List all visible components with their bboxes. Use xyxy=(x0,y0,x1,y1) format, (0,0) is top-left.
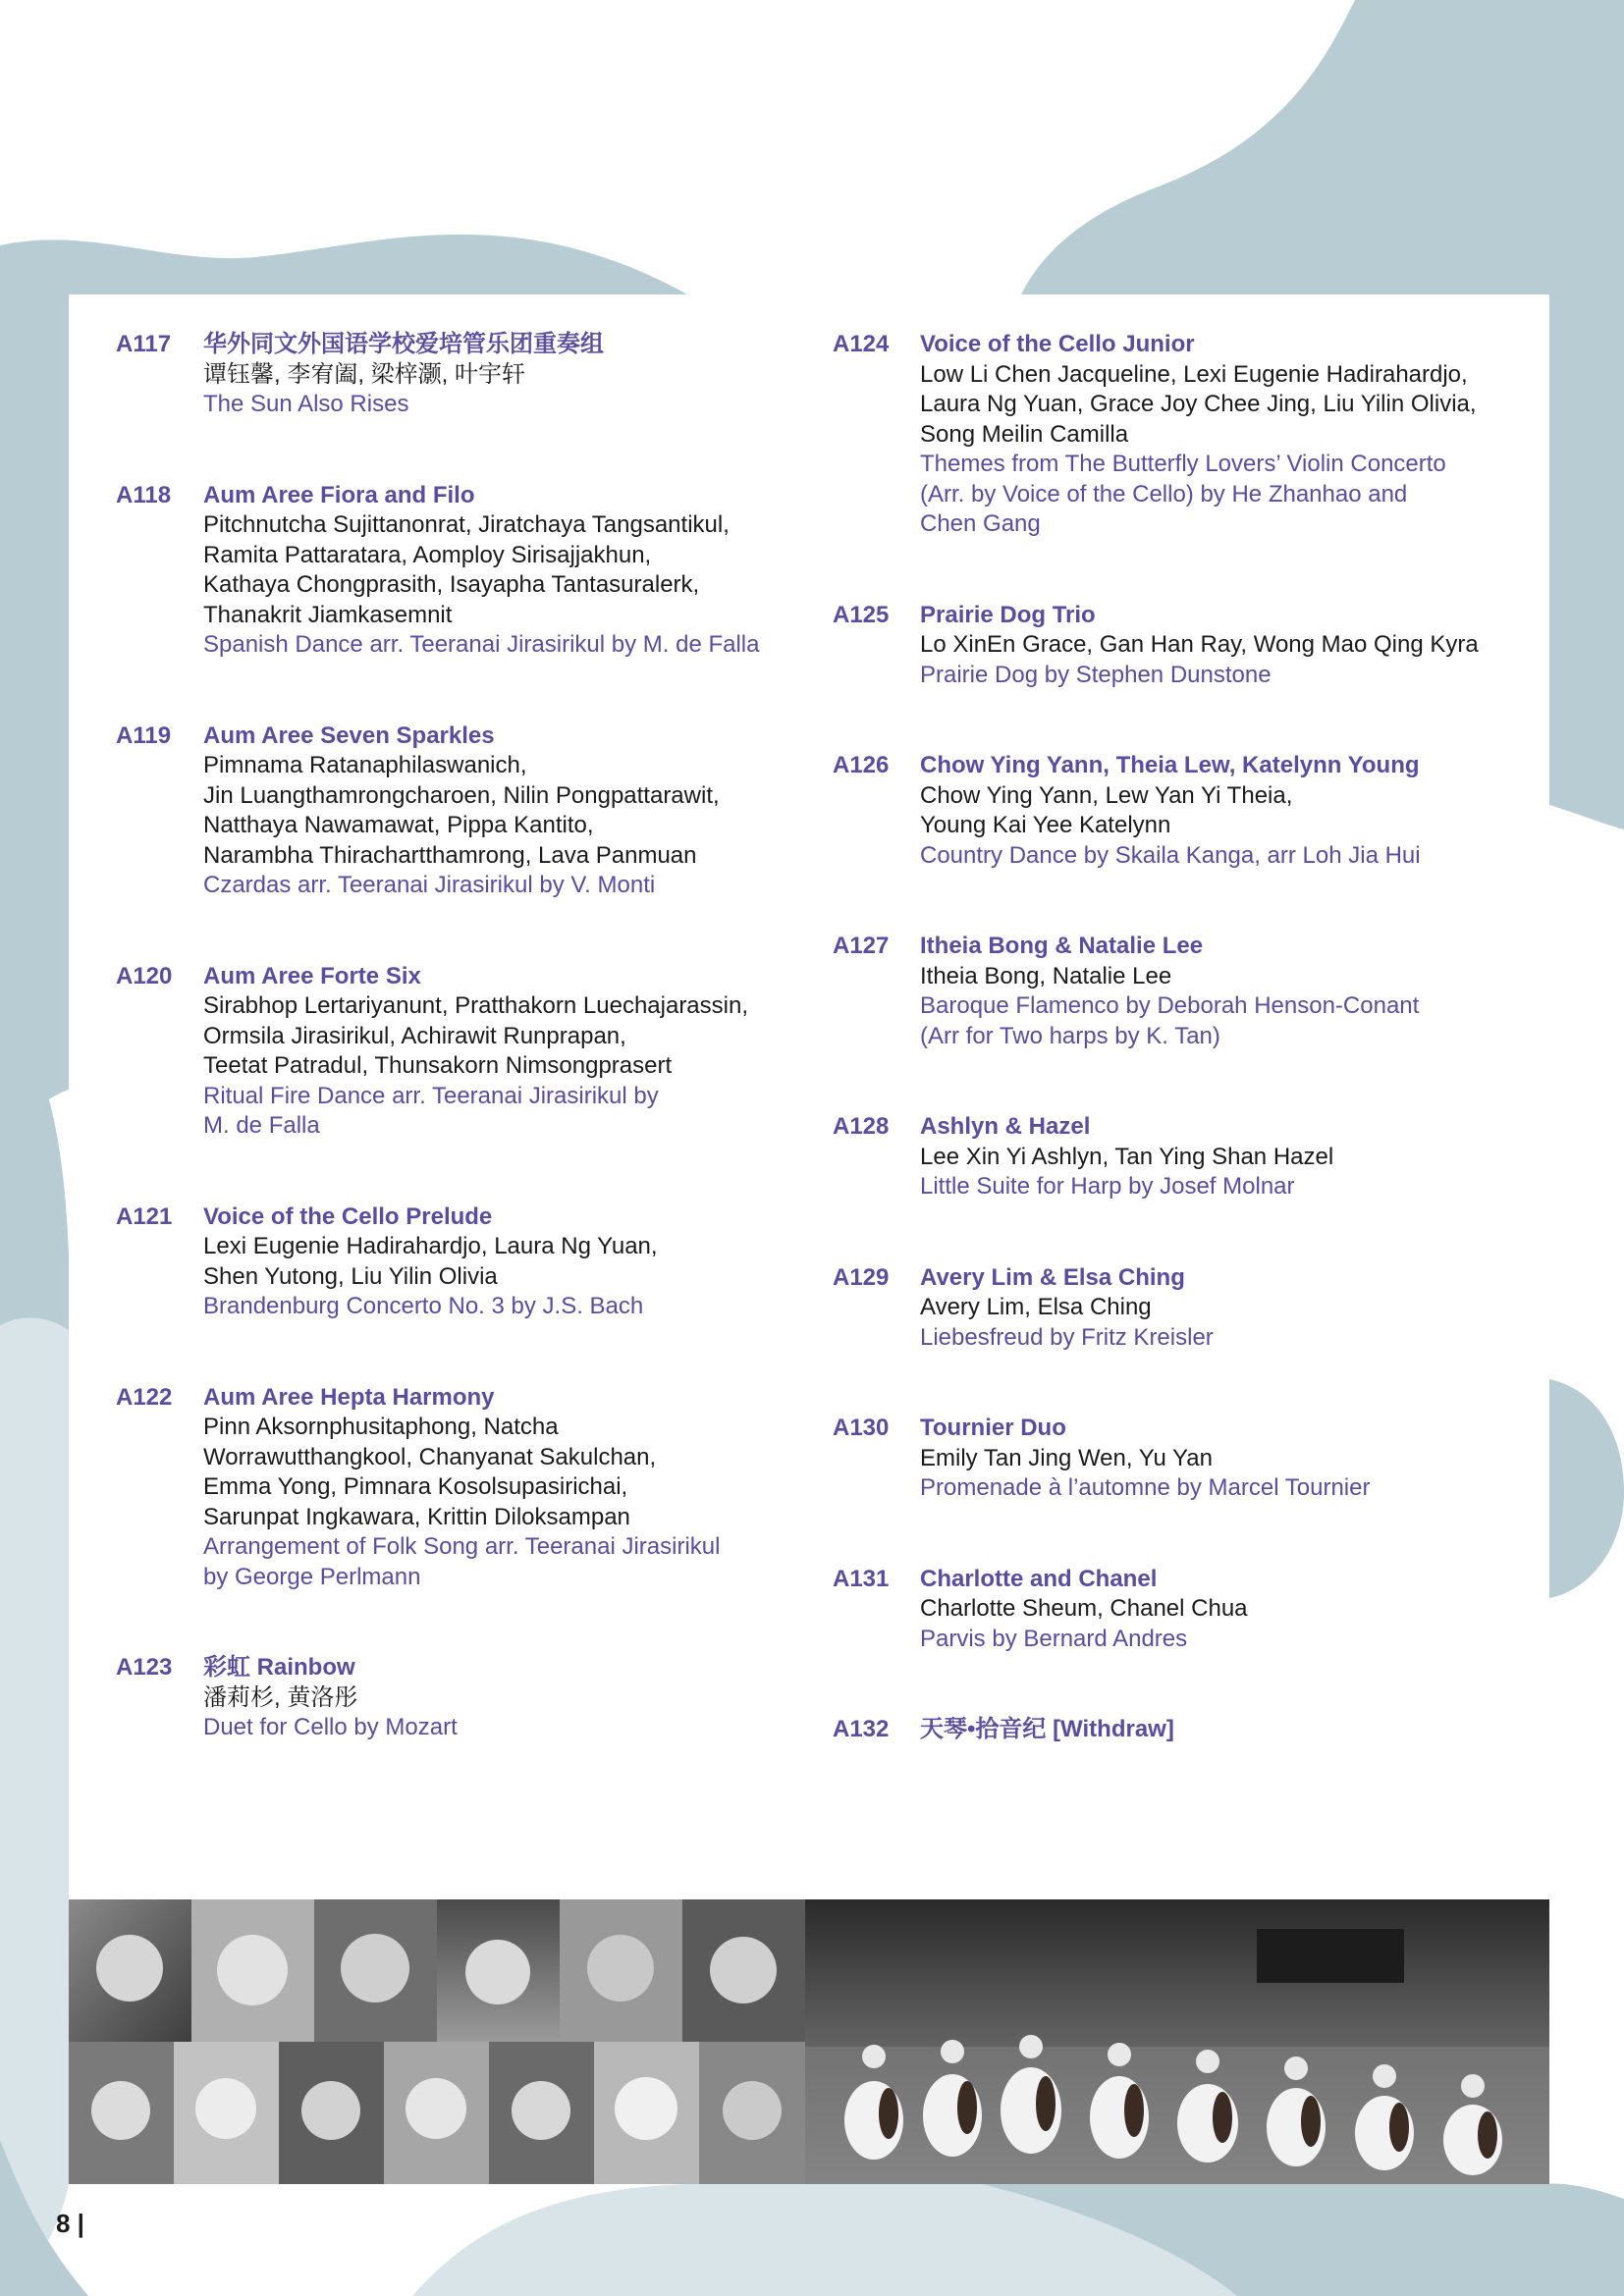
entry-title: 华外同文外国语学校爱培管乐团重奏组 xyxy=(203,331,604,357)
entry-piece: The Sun Also Rises xyxy=(203,391,409,417)
entry-code: A127 xyxy=(833,933,890,959)
entry-piece: Prairie Dog by Stephen Dunstone xyxy=(920,661,1272,688)
photo-collage xyxy=(69,1899,1549,2184)
entry-performers: 潘莉杉, 黄洛彤 xyxy=(203,1683,358,1711)
entry-piece: Promenade à l’automne by Marcel Tournier xyxy=(920,1474,1371,1501)
entry-code: A128 xyxy=(833,1113,890,1140)
program-entry xyxy=(833,330,1520,540)
entry-code: A126 xyxy=(833,752,890,778)
entry-performers: 谭钰馨, 李宥阖, 梁梓灏, 叶宇轩 xyxy=(203,360,526,388)
entry-title: Prairie Dog Trio xyxy=(920,601,1096,628)
program-list-right xyxy=(833,330,1520,1806)
entry-performers: Pitchnutcha Sujittanonrat, Jiratchaya Tangsantikul, Ramita Pattaratara, Aomploy Sirisajjakhun, Kathaya Chongprasith, Isayapha Tantasuralerk, Thanakrit Jiamkasemnit xyxy=(203,511,730,628)
entry-performers: Charlotte Sheum, Chanel Chua xyxy=(920,1595,1248,1622)
entry-performers: Avery Lim, Elsa Ching xyxy=(920,1294,1152,1320)
blob-right-circle xyxy=(1549,1379,1624,1598)
entry-performers: Lee Xin Yi Ashlyn, Tan Ying Shan Hazel xyxy=(920,1143,1334,1170)
entry-code: A122 xyxy=(116,1383,173,1411)
program-entry xyxy=(833,751,1520,871)
entry-code: A132 xyxy=(833,1716,890,1742)
entry-performers: Low Li Chen Jacqueline, Lexi Eugenie Hadirahardjo, Laura Ng Yuan, Grace Joy Chee Jing, Liu Yilin Olivia, Song Meilin Camilla xyxy=(920,360,1477,448)
entry-code: A131 xyxy=(833,1565,890,1592)
program-entry xyxy=(116,1202,803,1322)
entry-title: Aum Aree Seven Sparkles xyxy=(203,721,495,749)
entry-title: 天琴•拾音纪 [Withdraw] xyxy=(920,1716,1174,1742)
entry-piece: Baroque Flamenco by Deborah Henson-Conant (Arr for Two harps by K. Tan) xyxy=(920,992,1420,1049)
portrait-tiles-top xyxy=(69,1899,805,2042)
entry-performers: Sirabhop Lertariyanunt, Pratthakorn Luechajarassin, Ormsila Jirasirikul, Achirawit Runprapan, Teetat Patradul, Thunsakorn Nimsongprasert xyxy=(203,992,748,1079)
entry-piece: Little Suite for Harp by Josef Molnar xyxy=(920,1173,1295,1200)
program-entry xyxy=(833,1263,1520,1354)
entry-code: A123 xyxy=(116,1654,173,1681)
program-entry xyxy=(833,601,1520,691)
entry-code: A130 xyxy=(833,1415,890,1441)
entry-title: Avery Lim & Elsa Ching xyxy=(920,1263,1185,1291)
photo-collage-image xyxy=(69,1899,1549,2184)
program-entry xyxy=(833,1565,1520,1655)
entry-code: A119 xyxy=(116,721,172,749)
entry-title: Tournier Duo xyxy=(920,1415,1066,1441)
entry-piece: Themes from The Butterfly Lovers’ Violin Concerto (Arr. by Voice of the Cello) by He Zhanhao and Chen Gang xyxy=(920,451,1446,537)
program-entry xyxy=(116,1653,803,1743)
entry-piece: Liebesfreud by Fritz Kreisler xyxy=(920,1323,1214,1351)
entry-performers: Chow Ying Yann, Lew Yan Yi Theia, Young Kai Yee Katelynn xyxy=(920,781,1293,838)
entry-title: Voice of the Cello Prelude xyxy=(203,1202,493,1230)
entry-piece: Ritual Fire Dance arr. Teeranai Jirasirikul by M. de Falla xyxy=(203,1082,659,1139)
entry-piece: Czardas arr. Teeranai Jirasirikul by V. Monti xyxy=(203,872,656,898)
entry-code: A129 xyxy=(833,1263,890,1291)
entry-performers: Itheia Bong, Natalie Lee xyxy=(920,962,1172,989)
entry-title: Voice of the Cello Junior xyxy=(920,331,1195,357)
entry-title: 彩虹 Rainbow xyxy=(203,1654,355,1681)
page-number: 8 | xyxy=(56,2209,84,2238)
program-entry xyxy=(116,330,803,420)
entry-performers: Lexi Eugenie Hadirahardjo, Laura Ng Yuan, Shen Yutong, Liu Yilin Olivia xyxy=(203,1233,658,1290)
entry-performers: Emily Tan Jing Wen, Yu Yan xyxy=(920,1444,1213,1471)
entry-title: Charlotte and Chanel xyxy=(920,1565,1158,1592)
entry-code: A118 xyxy=(116,481,172,508)
entry-piece: Duet for Cello by Mozart xyxy=(203,1714,458,1740)
entry-code: A124 xyxy=(833,331,890,357)
entry-title: Aum Aree Forte Six xyxy=(203,962,421,989)
program-list-left xyxy=(116,330,803,1804)
entry-code: A120 xyxy=(116,962,173,989)
entry-piece: Parvis by Bernard Andres xyxy=(920,1625,1188,1652)
entry-performers: Lo XinEn Grace, Gan Han Ray, Wong Mao Qing Kyra xyxy=(920,631,1479,658)
entry-code: A121 xyxy=(116,1202,173,1230)
entry-piece: Country Dance by Skaila Kanga, arr Loh Jia Hui xyxy=(920,841,1421,869)
entry-code: A117 xyxy=(116,331,172,357)
program-entry xyxy=(833,932,1520,1051)
entry-title: Ashlyn & Hazel xyxy=(920,1113,1091,1140)
stage-photo xyxy=(805,1899,1549,2184)
program-entry xyxy=(116,721,803,901)
program-entry xyxy=(116,481,803,661)
portrait-tiles-bottom xyxy=(69,2042,805,2184)
program-entry xyxy=(116,1383,803,1593)
program-entry xyxy=(833,1112,1520,1202)
program-entry xyxy=(833,1414,1520,1504)
entry-performers: Pimnama Ratanaphilaswanich, Jin Luangthamrongcharoen, Nilin Pongpattarawit, Natthaya Nawamawat, Pippa Kantito, Narambha Thirachartthamrong, Lava Panmuan xyxy=(203,752,720,869)
entry-piece: Brandenburg Concerto No. 3 by J.S. Bach xyxy=(203,1293,644,1319)
entry-piece: Spanish Dance arr. Teeranai Jirasirikul by M. de Falla xyxy=(203,631,760,658)
program-entry xyxy=(833,1715,1520,1745)
entry-title: Aum Aree Fiora and Filo xyxy=(203,481,475,508)
program-entry xyxy=(116,962,803,1142)
entry-piece: Arrangement of Folk Song arr. Teeranai Jirasirikul by George Perlmann xyxy=(203,1533,721,1590)
entry-title: Aum Aree Hepta Harmony xyxy=(203,1383,495,1411)
entry-title: Itheia Bong & Natalie Lee xyxy=(920,933,1204,959)
entry-code: A125 xyxy=(833,601,890,628)
entry-performers: Pinn Aksornphusitaphong, Natcha Worrawutthangkool, Chanyanat Sakulchan, Emma Yong, Pimnara Kosolsupasirichai, Sarunpat Ingkawara, Krittin Diloksampan xyxy=(203,1414,657,1530)
entry-title: Chow Ying Yann, Theia Lew, Katelynn Young xyxy=(920,752,1420,778)
